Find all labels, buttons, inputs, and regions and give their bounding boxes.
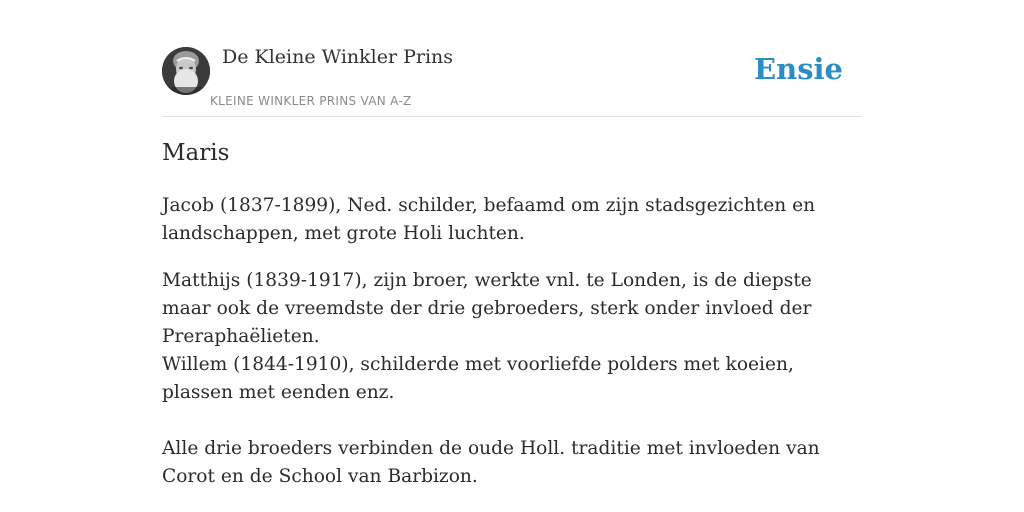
book-title-link[interactable]: De Kleine Winkler Prins [222,46,454,68]
entry-paragraph: Matthijs (1839-1917), zijn broer, werkte vnl. te Londen, is de diepste maar ook de vreemdste der drie gebroeders, sterk onder invloed der Preraphaëlieten. [162,270,812,347]
ensie-logo-link[interactable]: Ensie [754,52,843,86]
portrait-avatar-icon[interactable] [162,47,210,95]
header [162,0,862,117]
entry-title: Maris [162,140,230,166]
portrait-avatar-image [162,47,210,95]
entry-paragraph: Jacob (1837-1899), Ned. schilder, befaamd om zijn stadsgezichten en landschappen, met grote Holi luchten. [162,195,816,244]
entry-paragraph: Alle drie broeders verbinden de oude Holl. traditie met invloeden van Corot en de School van Barbizon. [162,438,820,487]
book-subtitle-link[interactable]: KLEINE WINKLER PRINS VAN A-Z [210,94,412,108]
entry-paragraph: Willem (1844-1910), schilderde met voorliefde polders met koeien, plassen met eenden enz. [162,354,794,403]
page [162,0,862,512]
